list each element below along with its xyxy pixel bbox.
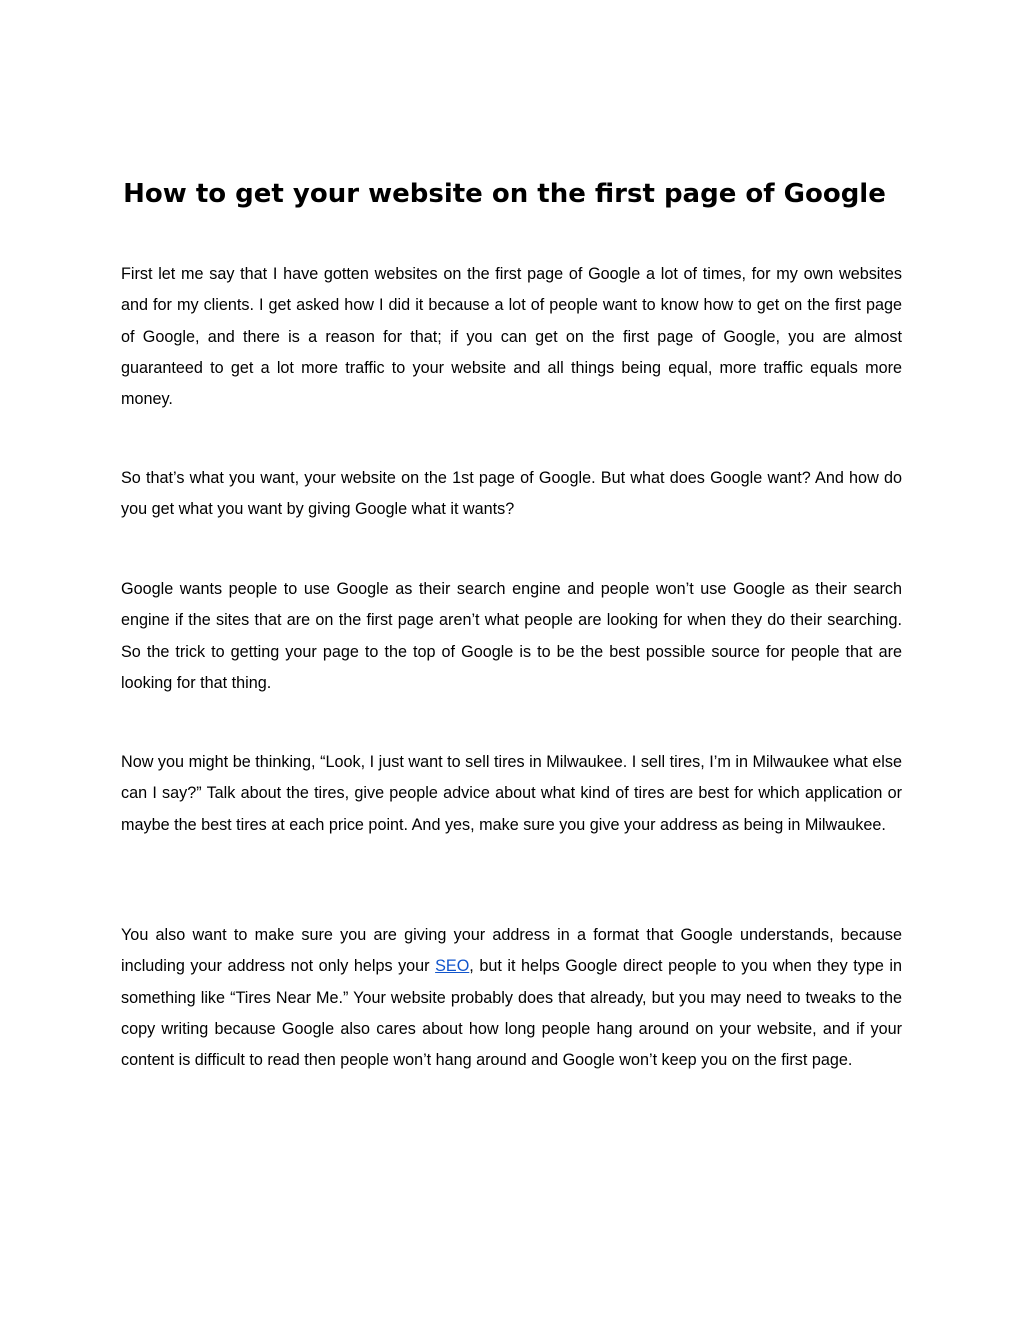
paragraph-what-google-wants: Google wants people to use Google as their search engine and people won’t use Google as their search engine if the sites that are on the first page aren’t what people are looking for when they do their searching. So the trick to getting your page to the top of Google is to be the best possible source for people that are looking for that thing. (121, 580, 902, 692)
paragraph-text-before-link: You also want to make sure you are giving your address in a format that Google understands, because including your address not only helps your (121, 926, 902, 976)
paragraph-what-you-want: So that’s what you want, your website on the 1st page of Google. But what does Google want? And how do you get what you want by giving Google what it wants? (121, 469, 902, 519)
seo-link[interactable]: SEO (435, 957, 470, 976)
paragraph-intro: First let me say that I have gotten websites on the first page of Google a lot of times, for my own websites and for my clients. I get asked how I did it because a lot of people want to know how to get on the first page of Google, and there is a reason for that; if you can get on the first page of Google, you are almost guaranteed to get a lot more traffic to your website and all things being equal, more traffic equals more money. (121, 265, 902, 409)
page-title: How to get your website on the first page of Google (123, 179, 886, 209)
paragraph-text-after-link: , but it helps Google direct people to you when they type in something like “Tires Near Me.” Your website probably does that already, but you may need to tweaks to the copy writing because Google also cares about how long people hang around on your website, and if your content is difficult to read then people won’t hang around and Google won’t keep you on the first page. (121, 957, 902, 1070)
paragraph-milwaukee-tires: Now you might be thinking, “Look, I just want to sell tires in Milwaukee. I sell tires, I’m in Milwaukee what else can I say?” Talk about the tires, give people advice about what kind of tires are best for which application or maybe the best tires at each price point. And yes, make sure you give your address as being in Milwaukee. (121, 753, 902, 834)
paragraph-address-format (121, 920, 902, 1076)
